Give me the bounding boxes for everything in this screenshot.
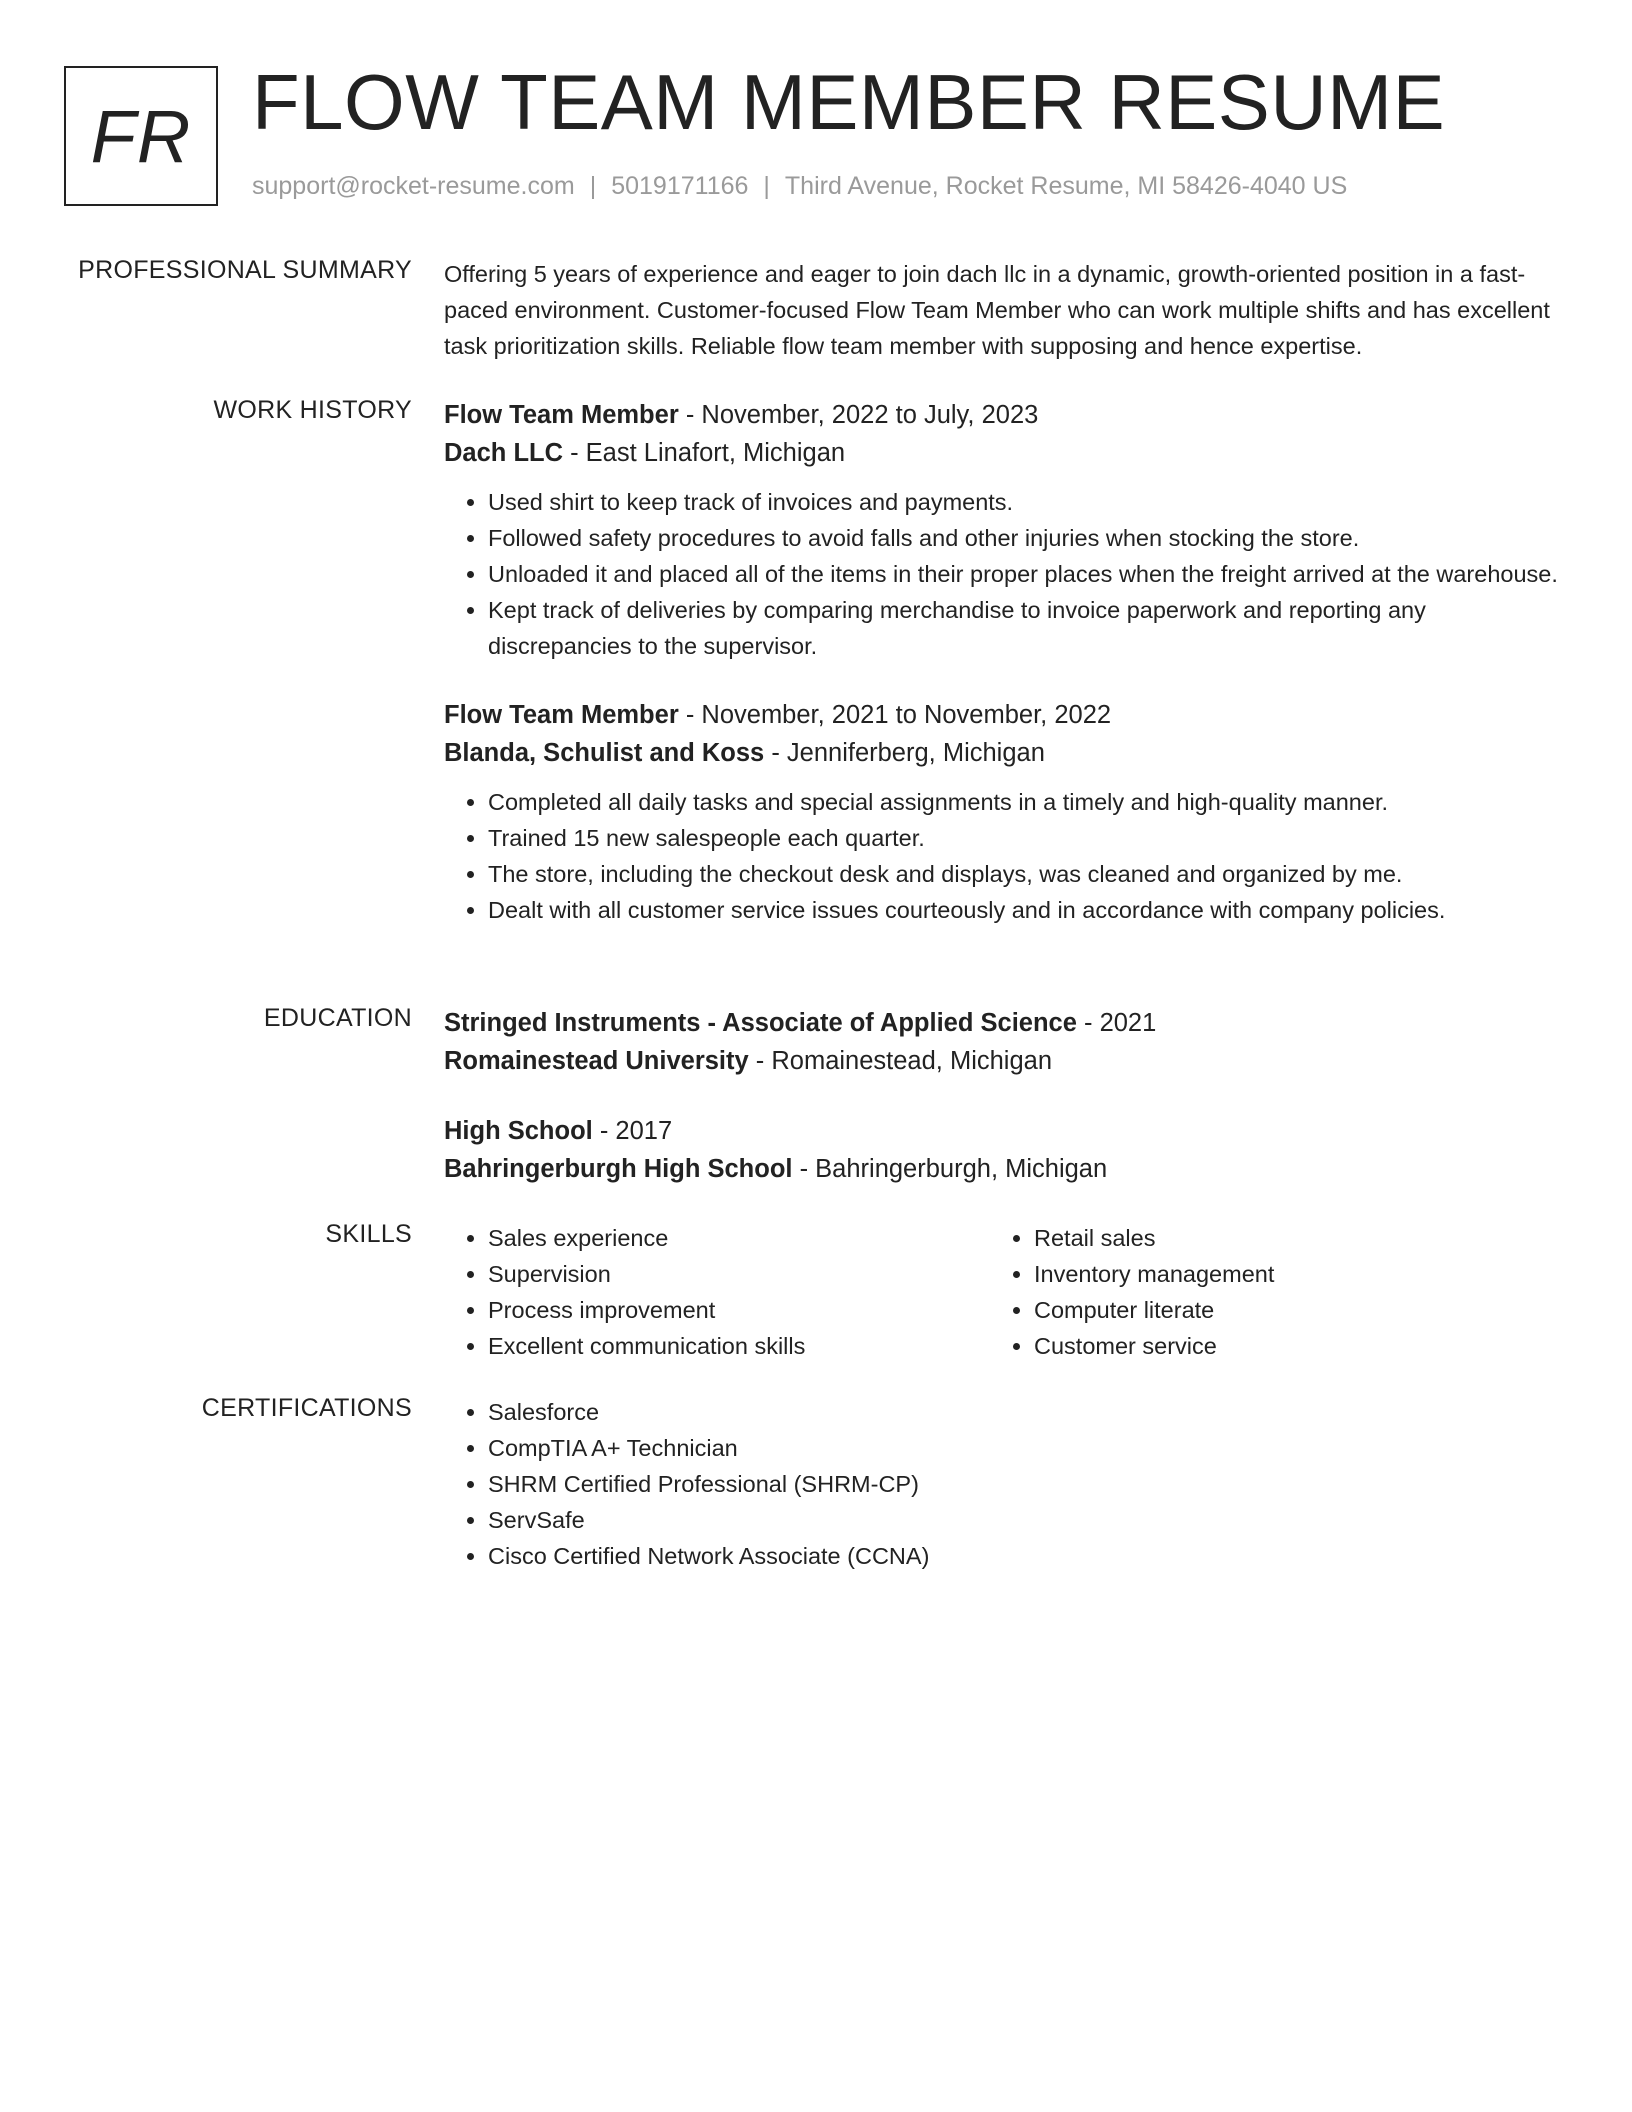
skills-list	[444, 1220, 990, 1364]
education-degree: High School	[444, 1117, 593, 1145]
skills-list	[990, 1220, 1536, 1364]
job-company: Dach LLC	[444, 439, 564, 467]
resume-title: FLOW TEAM MEMBER RESUME	[252, 58, 1446, 146]
monogram-badge	[64, 66, 218, 206]
work-history-label: WORK HISTORY	[213, 396, 412, 424]
work-history-body	[444, 396, 1564, 928]
job-duties	[444, 484, 1564, 664]
job-duty: • Used shirt to keep track of invoices and payments.	[488, 484, 1564, 520]
education-location: - Romainestead, Michigan	[748, 1047, 1053, 1075]
summary-text: Offering 5 years of experience and eager to join dach llc in a dynamic, growth-oriented position in a fast-paced environment. Customer-focused Flow Team Member who can work multiple shifts and has excellent task prioritization skills. Reliable flow team member with supposing and hence expertise.	[444, 261, 1550, 359]
job-duty: • Dealt with all customer service issues courteously and in accordance with company policies.	[488, 892, 1564, 928]
job-dates: - November, 2021 to November, 2022	[678, 701, 1112, 729]
certification-item: • ServSafe	[488, 1502, 1564, 1538]
education-location: - Bahringerburgh, Michigan	[792, 1155, 1108, 1183]
education-school: Romainestead University	[444, 1047, 749, 1075]
job-duties	[444, 784, 1564, 928]
education-entry	[444, 1112, 1564, 1188]
contact-phone: 5019171166	[611, 172, 749, 200]
certification-item: • CompTIA A+ Technician	[488, 1430, 1564, 1466]
contact-separator: |	[589, 172, 597, 200]
job-duty: • Completed all daily tasks and special assignments in a timely and high-quality manner.	[488, 784, 1564, 820]
skill-item: • Excellent communication skills	[488, 1328, 990, 1364]
skills-column-left	[444, 1220, 990, 1364]
job-duty: • Followed safety procedures to avoid falls and other injuries when stocking the store.	[488, 520, 1564, 556]
job-entry	[444, 396, 1564, 664]
job-title: Flow Team Member	[444, 701, 679, 729]
skills-body	[444, 1220, 1564, 1364]
job-dates: - November, 2022 to July, 2023	[678, 401, 1039, 429]
education-degree-line	[444, 1112, 1564, 1150]
contact-email: support@rocket-resume.com	[252, 172, 575, 200]
education-year: - 2017	[592, 1117, 673, 1145]
certification-item: • Cisco Certified Network Associate (CCNA)	[488, 1538, 1564, 1574]
summary-label: PROFESSIONAL SUMMARY	[78, 256, 412, 284]
skill-item: • Supervision	[488, 1256, 990, 1292]
job-duty: • Trained 15 new salespeople each quarter.	[488, 820, 1564, 856]
job-title-line	[444, 696, 1564, 734]
monogram-text: FR	[90, 94, 192, 178]
skills-column-right	[990, 1220, 1536, 1364]
job-company-line	[444, 734, 1564, 772]
education-degree: Stringed Instruments - Associate of Applied Science	[444, 1009, 1077, 1037]
education-school-line	[444, 1150, 1564, 1188]
skill-item: • Sales experience	[488, 1220, 990, 1256]
job-title: Flow Team Member	[444, 401, 679, 429]
contact-line	[252, 172, 1347, 201]
education-label: EDUCATION	[263, 1004, 412, 1032]
education-body	[444, 1004, 1564, 1188]
education-year: - 2021	[1076, 1009, 1157, 1037]
skill-item: • Inventory management	[1034, 1256, 1536, 1292]
skill-item: • Retail sales	[1034, 1220, 1536, 1256]
job-duty: • Kept track of deliveries by comparing merchandise to invoice paperwork and reporting any discrepancies to the supervisor.	[488, 592, 1564, 664]
job-duty: • The store, including the checkout desk and displays, was cleaned and organized by me.	[488, 856, 1564, 892]
education-school: Bahringerburgh High School	[444, 1155, 793, 1183]
skills-label: SKILLS	[325, 1220, 412, 1248]
job-duty: • Unloaded it and placed all of the items in their proper places when the freight arrived at the warehouse.	[488, 556, 1564, 592]
job-location: - East Linafort, Michigan	[563, 439, 846, 467]
job-company: Blanda, Schulist and Koss	[444, 739, 765, 767]
skill-item: • Computer literate	[1034, 1292, 1536, 1328]
certifications-body	[444, 1394, 1564, 1574]
certifications-label: CERTIFICATIONS	[201, 1394, 412, 1422]
job-location: - Jenniferberg, Michigan	[764, 739, 1045, 767]
education-school-line	[444, 1042, 1564, 1080]
education-entry	[444, 1004, 1564, 1080]
certifications-list	[444, 1394, 1564, 1574]
skill-item: • Customer service	[1034, 1328, 1536, 1364]
job-entry	[444, 696, 1564, 928]
certification-item: • Salesforce	[488, 1394, 1564, 1430]
contact-separator: |	[763, 172, 770, 200]
education-degree-line	[444, 1004, 1564, 1042]
contact-address: Third Avenue, Rocket Resume, MI 58426-4040 US	[784, 172, 1348, 200]
job-title-line	[444, 396, 1564, 434]
summary-body	[444, 256, 1564, 364]
certification-item: • SHRM Certified Professional (SHRM-CP)	[488, 1466, 1564, 1502]
job-company-line	[444, 434, 1564, 472]
skill-item: • Process improvement	[488, 1292, 990, 1328]
